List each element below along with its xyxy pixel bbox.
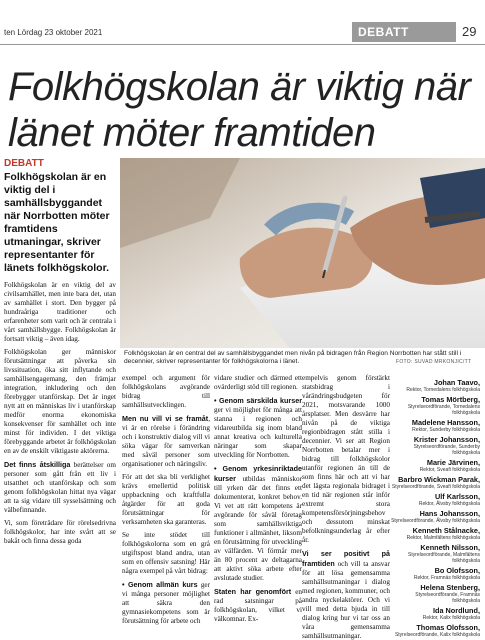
paragraph-text: ger vi möjlighet för många att stanna i regionen och vidareutbilda sig inom bland annat kreativa och kulturella näringar som skapar utveckling för Norrbotten. <box>214 406 302 459</box>
signatory <box>388 509 480 524</box>
signatory-role: Rektor, Tornedalens folkhögskola <box>406 387 480 393</box>
photo-caption <box>124 350 484 366</box>
paragraph <box>4 460 116 515</box>
signatory-role: Rektor, Sunderby folkhögskola <box>412 427 480 433</box>
lead-body <box>4 281 116 546</box>
signatory-name: Madelene Hansson, <box>411 418 480 427</box>
paragraph: Vi, som företrädare för rörelsedrivna folkhögskolor, har inte svårt att se bakåt och finna dessa goda <box>4 519 116 545</box>
paragraph: exempel och argument för folkhögskolans avgörande bidrag till samhällsutvecklingen. <box>122 374 210 409</box>
signatory-name: Marie Järvinen, <box>426 458 480 467</box>
signatory-role: Styrelseordförande, Sveafi folkhögskola <box>391 484 480 490</box>
signatory-name: Kenneth Stålnacke, <box>412 526 480 535</box>
text-column-3 <box>302 374 390 640</box>
paragraph-text: berättelser om personer som gått från ett liv i utsatthet och utanförskap och som genom folkhögskolan hittat nya vägar att ta sig vidare till sysselsättning och välbefinnande. <box>4 461 116 514</box>
signatory <box>388 475 480 490</box>
lead-column <box>4 158 116 640</box>
paragraph: För att det ska bli verklighet krävs emellertid politisk uppbackning och kraftfulla åtgärder för att goda förutsättningar för verksamheten ska garanteras. <box>122 473 210 526</box>
paragraph <box>214 587 302 624</box>
signatory-name: Tomas Mörtberg, <box>421 395 480 404</box>
signatory-role: Rektor, Framnäs folkhögskola <box>413 575 480 581</box>
paragraph <box>214 464 302 583</box>
paragraph-text: ger vi många personer möjlighet att säkra den gymnasiekompetens som är förutsättning för arbete och <box>122 581 210 625</box>
signatory <box>388 566 480 581</box>
paragraph-text: , vi är en rörelse i förändring och i konstruktiv dialog vill vi söka vägar för samverkan med såväl personer som organisationer och näringsliv. <box>122 415 210 468</box>
paragraph <box>214 396 302 460</box>
signatory <box>388 492 480 507</box>
paragraph-lead: • Genom yrkesinriktade kurser <box>214 464 302 483</box>
signatory-role: Styrelseordförande, Sunderby folkhögskola <box>413 444 480 456</box>
signatory <box>388 418 480 433</box>
signatory-role: Styrelseordförande, Älvsby folkhögskola <box>391 518 480 524</box>
signatory-name: Johan Taavo, <box>433 378 480 387</box>
signatory <box>388 395 480 416</box>
signatory-role: Styrelseordförande, Tornedalens folkhögskola <box>407 404 480 416</box>
signatory-name: Thomas Olofsson, <box>416 623 480 632</box>
section-badge: DEBATT <box>352 22 456 42</box>
paragraph: Se inte stödet till folkhögskolorna som en grå utgiftspost bland andra, utan som en offensiv satsning! Här några exempel på vårt bidrag: <box>122 531 210 575</box>
signatory <box>388 623 480 638</box>
signatory-role: Rektor, Sveafi folkhögskola <box>419 467 480 473</box>
signatory <box>388 583 480 604</box>
signatory <box>388 606 480 621</box>
signatory-role: Rektor, Kalix folkhögskola <box>422 615 480 621</box>
signatory-name: Ulf Karlsson, <box>434 492 480 501</box>
signatory-name: Barbro Wickman Parak, <box>398 475 480 484</box>
signatory <box>388 458 480 473</box>
paragraph: vidare studier och därmed ett ovärderligt stöd till regionen. <box>214 374 302 391</box>
signatory <box>388 543 480 564</box>
paragraph: Folkhögskolan ger människor förutsättningar att påverka sin livssituation, öka sitt inflytande och samhällsengagemang, den främjar integration, inkludering och den förebygger utanförskap. Det är inget nytt att en människas liv i utanförskap medför enorma ekonomiska konsekvenser för samhället och inte minst för individen. I det viktiga förebyggande arbetet är folkhögskolan en av de enskilt viktigaste aktörerna. <box>4 348 116 455</box>
paragraph: Folkhögskolan är en viktig del av civilsamhället, men inte bara det, utan av samhället i stort. Den bygger på hundraåriga traditioner och erfarenheter som varit och är centrala i vårt samhällsbygge. Folkhögskolan är fortsatt viktig – även idag. <box>4 281 116 343</box>
ingress: Folkhögskolan är en viktig del i samhällsbyggandet när Norrbotten möter framtidens utmaningar, skriver representanter för länets folkhögskolor. <box>4 171 110 274</box>
issue-date: ten Lördag 23 oktober 2021 <box>4 28 103 37</box>
page-number: 29 <box>462 24 477 39</box>
signatory-role: Rektor, Malmfältens folkhögskola <box>406 535 480 541</box>
signatory-name: Helena Stenberg, <box>420 583 480 592</box>
signatory-role: Rektor, Älvsby folkhögskola <box>418 501 480 507</box>
paragraph-lead: • Genom allmän kurs <box>122 580 198 589</box>
signatory <box>388 378 480 393</box>
paragraph <box>302 549 390 640</box>
headline: Folkhögskolan är viktig när länet möter framtiden <box>8 65 471 155</box>
text-column-1 <box>122 374 210 640</box>
photo-credit: FOTO: SUVAD MRKONJIC/TT <box>396 359 472 365</box>
signatory-role: Styrelseordförande, Kalix folkhögskola <box>394 632 480 638</box>
paragraph: empelvis genom förstärkt statsbidrag i vårändringsbudgeten för 2021, motsvarande 1000 årsplatser. Men desvärre har nivån på de viktiga regionbidragen stått stilla i decennier. Vi ser att Region Norrbotten betalar mer i bidrag till folkhögskolor utanför regionen än till de som finns här och att vi har det lägsta regionala bidraget i en tid när regionen står inför extremt stora kompetensförsörjningsbehov och dessutom minskat befolkningsunderlag år efter år. <box>302 374 390 544</box>
signatory-name: Bo Olofsson, <box>434 566 480 575</box>
paragraph <box>122 414 210 469</box>
signatory-name: Krister Johansson, <box>413 435 480 444</box>
paragraph-lead: Det finns åtskilliga <box>4 460 71 469</box>
signatory <box>388 526 480 541</box>
caption-text: Folkhögskolan är en central del av samhällsbyggandet men nivån på bidragen från Region Norrbotten har stått still i decennier, skriver representanter för folkhögskolorna i länet. <box>124 350 462 365</box>
paragraph-lead: Staten har genomfört <box>214 587 292 596</box>
signatory <box>388 435 480 456</box>
signatory-role: Styrelseordförande, Malmfältens folkhögskola <box>408 552 480 564</box>
signatory-role: Styrelseordförande, Framnäs folkhögskola <box>415 592 480 604</box>
paragraph-lead: Men nu vill vi se framåt <box>122 414 209 423</box>
paragraph-lead: Vi ser positivt på framtiden <box>302 549 390 568</box>
paragraph-text: utbildas människor till yrken där det finns ett dokumenterat, konkret behov. Vi vet att rätt kompetens är avgörande för såväl företag som samhällsviktiga funktioner i allmänhet, liksom en förutsättning för utveckling av välfärden. Vi förmår mer än 80 procent av deltagarna att aktivt söka arbete efter avslutade studier. <box>214 475 302 582</box>
text-column-2 <box>214 374 302 640</box>
signatories <box>388 378 480 640</box>
kicker: DEBATT <box>4 158 44 169</box>
signatory-name: Ida Nordlund, <box>432 606 480 615</box>
header-rule <box>0 44 485 45</box>
paragraph-lead: • Genom särskilda kurser <box>214 396 302 405</box>
paragraph-text: en rad satsningar på folkhögskolan, vilket vi välkomnar. Ex- <box>214 588 302 623</box>
signatory-name: Hans Johansson, <box>419 509 480 518</box>
signatory-name: Kenneth Nilsson, <box>420 543 480 552</box>
paragraph <box>122 580 210 626</box>
paragraph-text: och vill ta ansvar för att lösa gemensamma samhällsutmaningar i dialog med regionen, kommuner, och andra nyckelaktörer. Och vi vill med detta bjuda in till dialog kring hur vi tar oss an våra gemensamma samhällsutmaningar. <box>302 560 390 640</box>
article-photo <box>120 158 485 348</box>
